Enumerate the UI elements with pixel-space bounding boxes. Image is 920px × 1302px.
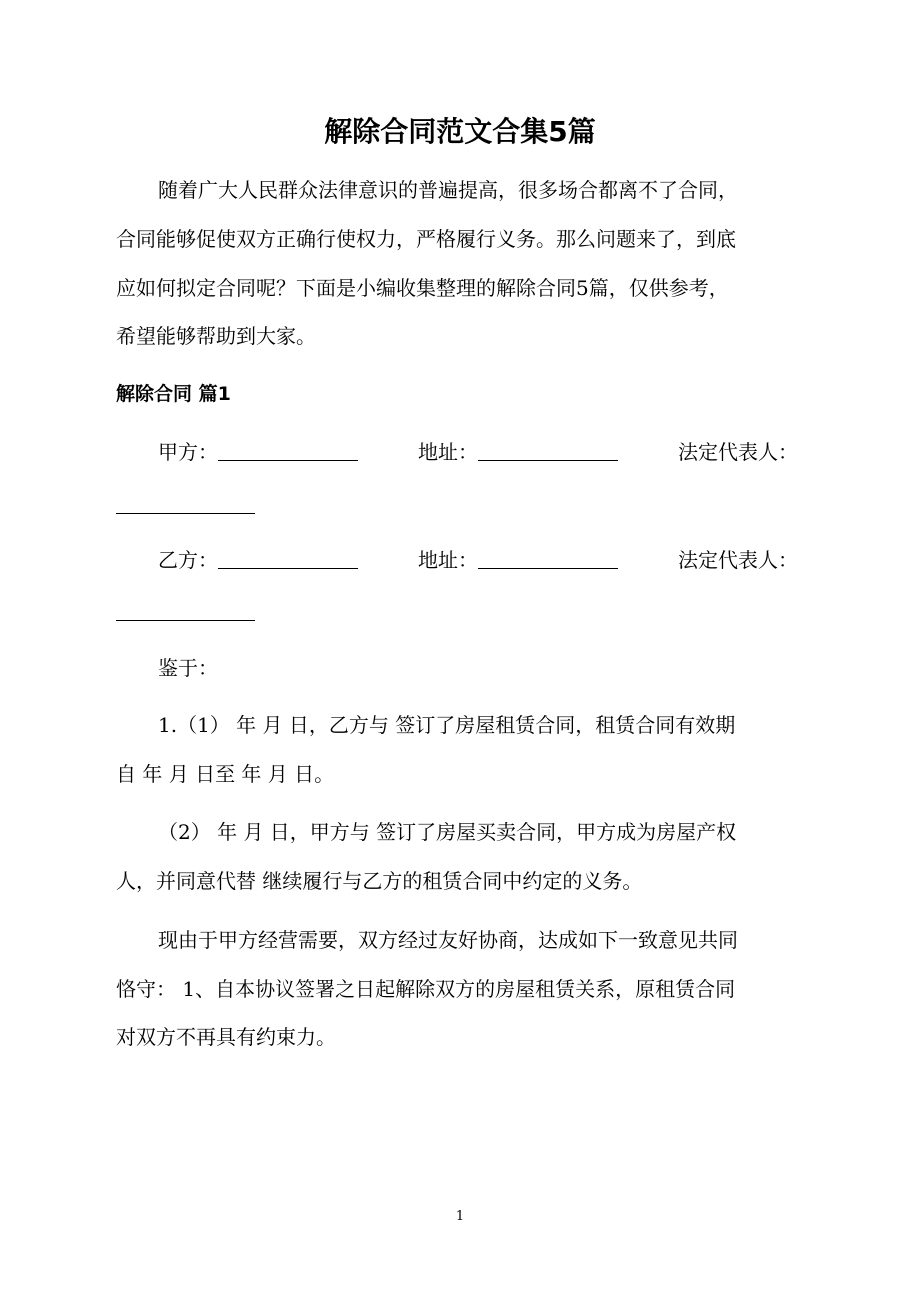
agreement-line-1: 现由于甲方经营需要，双方经过友好协商，达成如下一致意见共同 bbox=[158, 928, 738, 952]
whereas-label: 鉴于： bbox=[158, 656, 218, 680]
intro-line-3: 应如何拟定合同呢？下面是小编收集整理的解除合同5篇，仅供参考， bbox=[116, 276, 729, 300]
party-b-row bbox=[158, 545, 358, 575]
clause-2-line-2: 人，并同意代替 继续履行与乙方的租赁合同中约定的义务。 bbox=[116, 869, 643, 893]
section-heading: 解除合同 篇1 bbox=[116, 383, 231, 405]
document-title: 解除合同范文合集5篇 bbox=[324, 115, 596, 148]
party-a-address-blank bbox=[478, 459, 618, 461]
page-number: 1 bbox=[455, 1209, 465, 1224]
intro-line-4: 希望能够帮助到大家。 bbox=[116, 324, 316, 348]
party-b-rep-blank bbox=[116, 620, 255, 621]
party-b-address-blank bbox=[478, 567, 618, 569]
party-a-blank bbox=[218, 459, 358, 461]
party-b-label: 乙方： bbox=[158, 548, 218, 572]
party-a-label: 甲方： bbox=[158, 440, 218, 464]
party-a-address-label: 地址： bbox=[418, 440, 478, 464]
clause-1-line-2: 自 年 月 日至 年 月 日。 bbox=[116, 762, 335, 786]
party-b-address-label: 地址： bbox=[418, 548, 478, 572]
agreement-line-2: 恪守： 1、自本协议签署之日起解除双方的房屋租赁关系，原租赁合同 bbox=[116, 977, 736, 1001]
party-b-blank bbox=[218, 567, 358, 569]
party-a-address bbox=[418, 437, 618, 467]
party-a-rep-label: 法定代表人： bbox=[678, 440, 798, 464]
clause-1-line-1: 1.（1） 年 月 日，乙方与 签订了房屋租赁合同，租赁合同有效期 bbox=[158, 713, 736, 737]
intro-line-1: 随着广大人民群众法律意识的普遍提高，很多场合都离不了合同， bbox=[158, 178, 738, 202]
party-b-rep-label: 法定代表人： bbox=[678, 548, 798, 572]
intro-line-2: 合同能够促使双方正确行使权力，严格履行义务。那么问题来了，到底 bbox=[116, 227, 736, 251]
party-b-address bbox=[418, 545, 618, 575]
agreement-line-3: 对双方不再具有约束力。 bbox=[116, 1025, 336, 1049]
party-a-rep-blank bbox=[116, 513, 255, 514]
clause-2-line-1: （2） 年 月 日，甲方与 签订了房屋买卖合同，甲方成为房屋产权 bbox=[158, 820, 737, 844]
party-a-row bbox=[158, 437, 358, 467]
